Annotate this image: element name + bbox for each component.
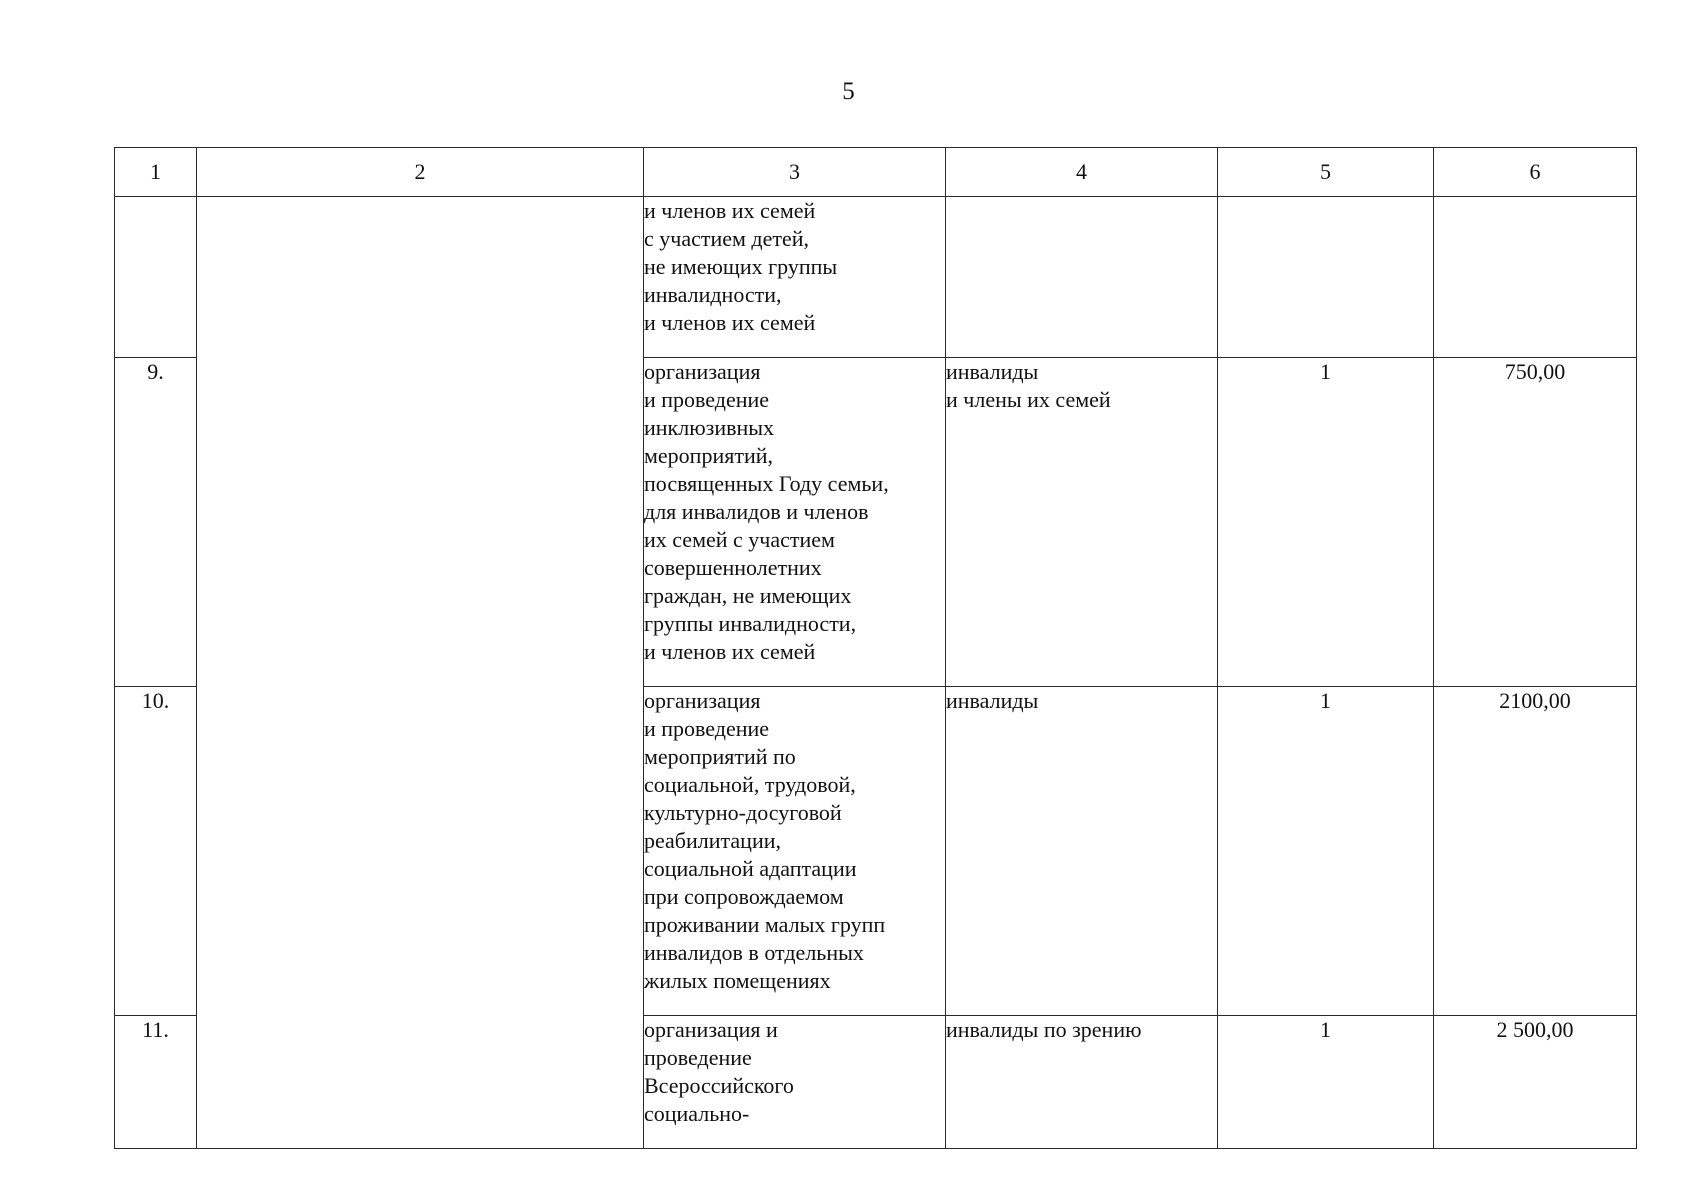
row-number-cell: 10. (115, 687, 197, 1016)
text-line: жилых помещениях (644, 968, 831, 993)
participants-cell (946, 197, 1218, 358)
text-line: инвалидности, (644, 282, 782, 307)
participants-cell (946, 358, 1218, 687)
text-line: и членов их семей (644, 639, 816, 664)
text-line: с участием детей, (644, 226, 810, 251)
amount-cell: 2100,00 (1434, 687, 1637, 1016)
text-line: социально- (644, 1101, 750, 1126)
text-line: инвалиды (946, 359, 1039, 384)
activity-cell (644, 687, 946, 1016)
text-line: социальной, трудовой, (644, 772, 856, 797)
quantity-cell: 1 (1218, 687, 1434, 1016)
header-cell: 2 (197, 148, 644, 197)
amount-cell: 2 500,00 (1434, 1016, 1637, 1149)
text-line: культурно-досуговой (644, 800, 842, 825)
column-2-merged-cell (197, 197, 644, 1149)
text-line: инвалиды по зрению (946, 1017, 1142, 1042)
header-cell: 6 (1434, 148, 1637, 197)
page-number: 5 (842, 78, 855, 105)
activity-cell (644, 1016, 946, 1149)
text-line: для инвалидов и членов (644, 499, 869, 524)
text-line: социальной адаптации (644, 856, 857, 881)
activity-cell (644, 197, 946, 358)
header-cell: 5 (1218, 148, 1434, 197)
row-number-cell: 11. (115, 1016, 197, 1149)
table-row (115, 197, 1637, 358)
text-line: и проведение (644, 716, 770, 741)
text-line: реабилитации, (644, 828, 781, 853)
text-line: и проведение (644, 387, 770, 412)
row-number-cell: 9. (115, 358, 197, 687)
text-line: инклюзивных (644, 415, 775, 440)
text-line: посвященных Году семьи, (644, 471, 889, 496)
activity-cell (644, 358, 946, 687)
header-cell: 3 (644, 148, 946, 197)
text-line: инвалидов в отдельных (644, 940, 864, 965)
data-table (114, 147, 1637, 1149)
text-line: при сопровождаемом (644, 884, 844, 909)
text-line: организация (644, 688, 761, 713)
text-line: не имеющих группы (644, 254, 838, 279)
table-header-row (115, 148, 1637, 197)
quantity-cell (1218, 197, 1434, 358)
text-line: мероприятий, (644, 443, 774, 468)
text-line: и членов их семей (644, 198, 816, 223)
quantity-cell: 1 (1218, 1016, 1434, 1149)
text-line: их семей с участием (644, 527, 835, 552)
header-cell: 4 (946, 148, 1218, 197)
quantity-cell: 1 (1218, 358, 1434, 687)
row-number-cell (115, 197, 197, 358)
text-line: инвалиды (946, 688, 1039, 713)
text-line: и членов их семей (644, 310, 816, 335)
text-line: организация и (644, 1017, 778, 1042)
participants-cell (946, 1016, 1218, 1149)
text-line: совершеннолетних (644, 555, 822, 580)
amount-cell: 750,00 (1434, 358, 1637, 687)
text-line: организация (644, 359, 761, 384)
text-line: мероприятий по (644, 744, 796, 769)
text-line: граждан, не имеющих (644, 583, 852, 608)
text-line: Всероссийского (644, 1073, 794, 1098)
text-line: и члены их семей (946, 387, 1111, 412)
amount-cell (1434, 197, 1637, 358)
header-cell: 1 (115, 148, 197, 197)
text-line: проведение (644, 1045, 752, 1070)
text-line: группы инвалидности, (644, 611, 857, 636)
text-line: проживании малых групп (644, 912, 886, 937)
participants-cell (946, 687, 1218, 1016)
